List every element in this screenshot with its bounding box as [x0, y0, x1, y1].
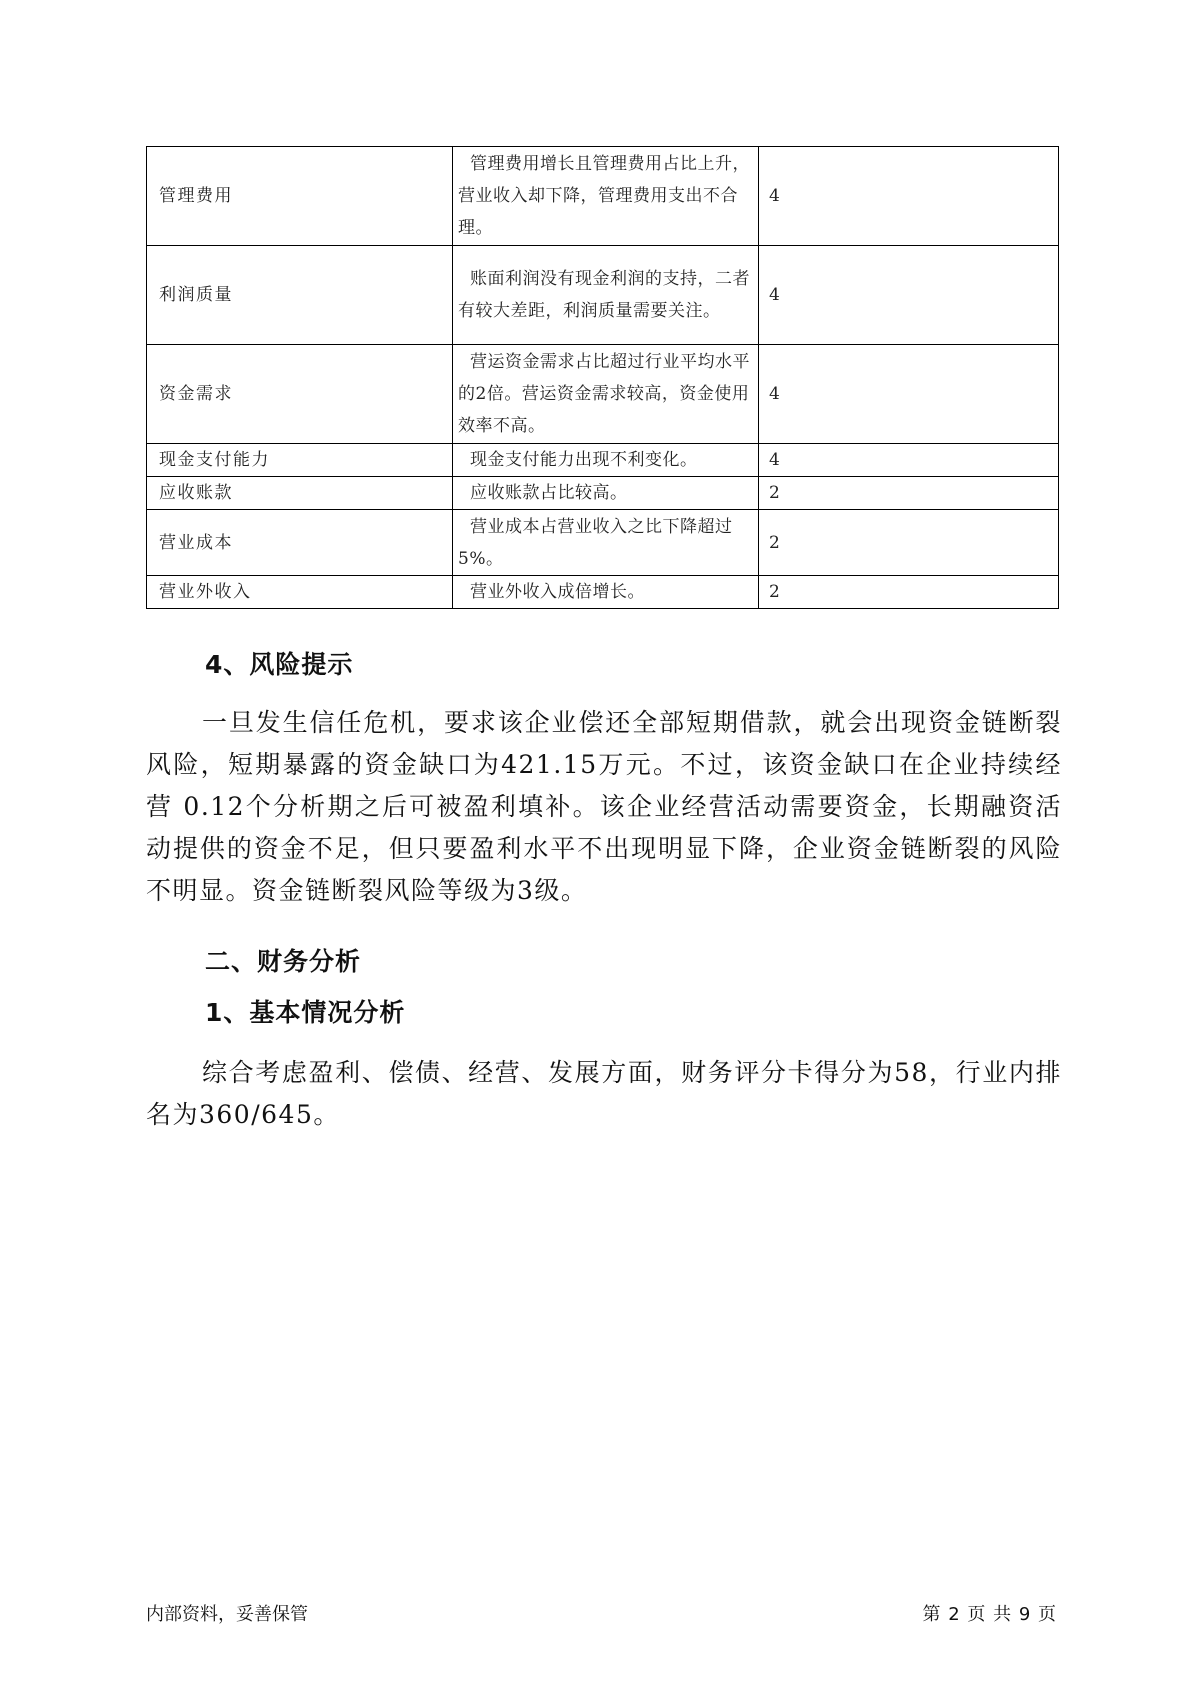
- footer-confidential-note: 内部资料，妥善保管: [146, 1604, 308, 1625]
- table-cell-item: 营业成本: [147, 510, 453, 576]
- table-row: [147, 444, 1059, 477]
- risk-warning-paragraph: 一旦发生信任危机，要求该企业偿还全部短期借款，就会出现资金链断裂风险，短期暴露的资金缺口为421.15万元。不过，该资金缺口在企业持续经营 0.12个分析期之后可被盈利填补。该企业经营活动需要资金，长期融资活动提供的资金不足，但只要盈利水平不出现明显下降，企业资金链断裂的风险不明显。资金链断裂风险等级为3级。: [146, 708, 1062, 905]
- table-cell-item: 资金需求: [147, 345, 453, 444]
- table-cell-item: 管理费用: [147, 147, 453, 246]
- table-cell-description: 管理费用增长且管理费用占比上升，营业收入却下降，管理费用支出不合理。: [453, 147, 759, 246]
- table-row: [147, 477, 1059, 510]
- table-row: [147, 510, 1059, 576]
- table-cell-item: 营业外收入: [147, 576, 453, 609]
- table-cell-description: 现金支付能力出现不利变化。: [453, 444, 759, 477]
- table-cell-description: 营运资金需求占比超过行业平均水平的2倍。营运资金需求较高，资金使用效率不高。: [453, 345, 759, 444]
- table-cell-item: 应收账款: [147, 477, 453, 510]
- table-cell-item: 现金支付能力: [147, 444, 453, 477]
- table-cell-score: 2: [759, 477, 1059, 510]
- footer-page-number: 第 2 页 共 9 页: [922, 1604, 1057, 1625]
- risk-indicator-table: [146, 146, 1059, 609]
- basic-analysis-heading: 1、基本情况分析: [205, 998, 406, 1027]
- risk-warning-heading: 4、风险提示: [205, 650, 354, 679]
- basic-analysis-paragraph: 综合考虑盈利、偿债、经营、发展方面，财务评分卡得分为58，行业内排名为360/645。: [146, 1058, 1062, 1129]
- table-cell-score: 4: [759, 345, 1059, 444]
- table-row: [147, 576, 1059, 609]
- table-cell-score: 4: [759, 147, 1059, 246]
- table-cell-description: 应收账款占比较高。: [453, 477, 759, 510]
- table-cell-score: 4: [759, 444, 1059, 477]
- table-cell-description: 营业成本占营业收入之比下降超过5%。: [453, 510, 759, 576]
- table-cell-description: 营业外收入成倍增长。: [453, 576, 759, 609]
- table-row: [147, 246, 1059, 345]
- table-cell-score: 2: [759, 576, 1059, 609]
- table-cell-score: 2: [759, 510, 1059, 576]
- table-row: [147, 147, 1059, 246]
- table-cell-score: 4: [759, 246, 1059, 345]
- table-cell-item: 利润质量: [147, 246, 453, 345]
- financial-analysis-heading: 二、财务分析: [205, 947, 362, 976]
- table-cell-description: 账面利润没有现金利润的支持，二者有较大差距，利润质量需要关注。: [453, 246, 759, 345]
- table-row: [147, 345, 1059, 444]
